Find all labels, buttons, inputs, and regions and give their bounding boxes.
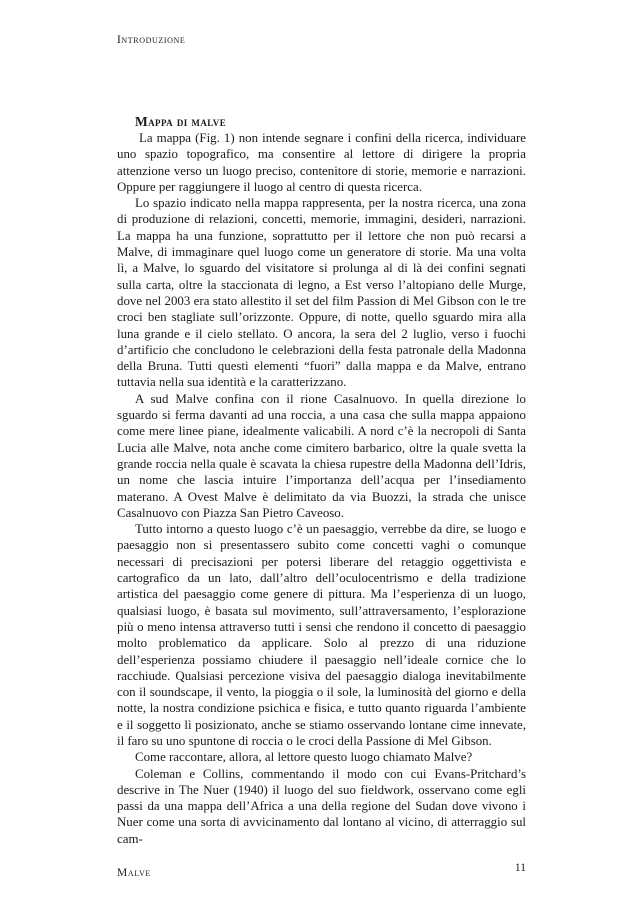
- paragraph: Lo spazio indicato nella mappa rappresenta, per la nostra ricerca, una zona di produzione di relazioni, concetti, memorie, immagini, desideri, narrazioni. La mappa ha una funzione, soprattutto per il lettore che non può recarsi a Malve, di immaginare quel luogo come un generatore di storie. Ma una volta lì, a Malve, lo sguardo del visitatore si prolunga al di là dei confini segnati sulla carta, oltre la staccionata di legno, a Est verso l’altopiano delle Murge, dove nel 2003 era stato allestito il set del film Passion di Mel Gibson con le tre croci ben stagliate sull’orizzonte. Oppure, di notte, quello sguardo mira alla luna grande e il cielo stellato. O ancora, la sera del 2 luglio, verso i fuochi d’artificio che concludono le celebrazioni della festa patronale della Madonna della Bruna. Tutti questi elementi “fuori” dalla mappa e da Malve, entrano tuttavia nella sua identità e la caratterizzano.: [117, 196, 526, 390]
- paragraph: Coleman e Collins, commentando il modo con cui Evans-Pritchard’s descrive in The Nuer (1940) il luogo del suo fieldwork, osservano come egli passi da una mappa dell’Africa a una della regione del Sudan dove vivono i Nuer come una sorta di avvicinamento dal lontano al vicino, di atterraggio sul cam-: [117, 766, 526, 846]
- body-text: [117, 130, 526, 847]
- paragraph: A sud Malve confina con il rione Casalnuovo. In quella direzione lo sguardo si ferma davanti ad una roccia, a una casa che sulla mappa appaiono come mere linee piane, idealmente valicabili. A nord c’è la necropoli di Santa Lucia alle Malve, nota anche come cimitero barbarico, oltre la quale svetta la grande roccia nella quale è scavata la chiesa rupestre della Madonna dell’Idris, un nome che lascia intuire l’importanza dell’acqua per l’insediamento materano. A Ovest Malve è delimitato da via Buozzi, la strada che unisce Casalnuovo con Piazza San Pietro Caveoso.: [117, 391, 526, 520]
- paragraph: Tutto intorno a questo luogo c’è un paesaggio, verrebbe da dire, se luogo e paesaggio non si presentassero subito come concetti vaghi o comunque necessari di precisazioni per potersi liberare del retaggio oggettivista e cartografico da un lato, dall’altro dell’oculocentrismo e della tradizione artistica del paesaggio come genere di pittura. Ma l’esperienza di un luogo, qualsiasi luogo, è basata sul movimento, sull’attraversamento, l’esplorazione più o meno intensa attraverso tutti i sensi che rendono il concetto di paesaggio molto problematico da applicare. Solo al prezzo di una riduzione dell’esperienza possiamo chiudere il paesaggio nell’ideale cornice che lo racchiude. Qualsiasi percezione visiva del paesaggio dialoga inevitabilmente con il soundscape, il vento, la pioggia o il sole, la luminosità del giorno e della notte, la nostra condizione psichica e fisica, e tutto quanto riguarda l’ambiente e il soggetto lì posizionato, anche se stiamo osservando lontane cime innevate, il faro su uno spuntone di roccia o le croci della Passione di Mel Gibson.: [117, 522, 526, 748]
- paragraph: La mappa (Fig. 1) non intende segnare i confini della ricerca, individuare uno spazio topografico, ma consentire al lettore di dirigere la propria attenzione verso un luogo preciso, contenitore di storie, memorie e narrazioni. Oppure per raggiungere il luogo al centro di questa ricerca.: [117, 131, 526, 194]
- paragraph: Come raccontare, allora, al lettore questo luogo chiamato Malve?: [135, 750, 473, 765]
- footer-book-title: Malve: [117, 867, 151, 879]
- section-title: Mappa di malve: [135, 114, 227, 129]
- running-head: Introduzione: [117, 34, 186, 46]
- page-number: 11: [514, 862, 526, 874]
